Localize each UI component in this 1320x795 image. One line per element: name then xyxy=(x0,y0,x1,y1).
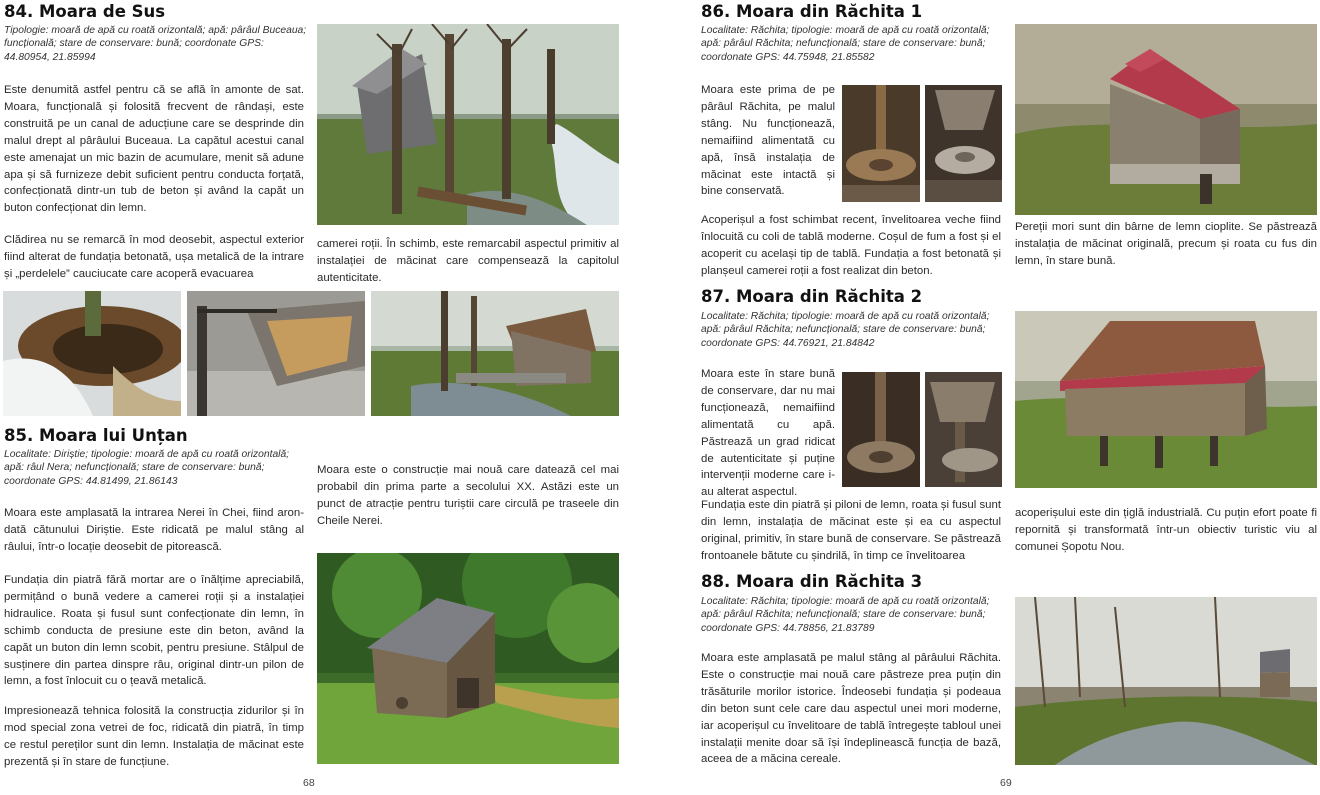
photo-rachita-3-exterior xyxy=(1015,597,1317,765)
section-88-meta: Localitate: Răchita; tipologie: moară de apă cu roată orizontală; apă: pârâul Răchita; nefuncțională; stare de conservare: bună; coordonate GPS: 44.78856, 21.83789 xyxy=(701,596,990,634)
section-86-title: 86. Moara din Răchita 1 xyxy=(701,2,923,21)
section-84-paragraph-1: Este denumită astfel pentru că se află în amonte de sat. Moara, funcțională și folosită frecvent de rândași, este construită pe un canal de aducțiune care se desprinde din malul drept al pârâului Buceaua. La capătul acestui canal este amenajat un mic bazin de acumulare, menit să adune apa și să furnizeze debit suficient pentru conducta forțată, confecționată dintr-un tub de beton și având la capăt un buton confecționat din lemn. xyxy=(4,84,304,215)
photo-moara-lui-untan xyxy=(317,553,619,764)
photo-rachita-1-millstone xyxy=(925,85,1002,202)
section-86-meta: Localitate: Răchita; tipologie: moară de apă cu roată orizontală; apă: pârâul Răchita; nefuncțională; stare de conservare: bună; coordonate GPS: 44.75948, 21.85582 xyxy=(701,25,990,63)
section-87-paragraph-2-continued: acoperișului este din țiglă industrială. Cu puțin efort poate fi repornită și transformată într-un obiectiv turistic viu al comunei Șopotu Nou. xyxy=(1015,507,1317,553)
section-86-photo-caption: Pereții mori sunt din bârne de lemn cioplite. Se păstrează instalația de măcinat originală, precum și roata cu fus din lemn, în stare bună. xyxy=(1015,221,1317,267)
photo-rachita-1-exterior xyxy=(1015,24,1317,215)
page-number-right: 69 xyxy=(1000,777,1012,789)
section-86-paragraph-1: Moara este prima de pe pârâul Răchita, pe malul stâng. Nu funcționează, nemaifiind alimentată cu apă, însă instalația de măcinat este intactă și bine conservată. xyxy=(701,84,835,198)
section-85-paragraph-2: Fundația din piatră fără mortar are o înălțime apreciabilă, permițând o bună vedere a camerei roții și a instalației hidraulice. Roata și fusul sunt confecționate din lemn, în schimb conducta de presiune este din beton, având la capăt un buton din lemn scobit, pentru presiune. Stâlpul de susținere din partea dinspre râu, original dintr-un pilon de lemn, a fost înlocuit cu o țeavă metalică. xyxy=(4,574,304,688)
photo-rachita-2-exterior xyxy=(1015,311,1317,488)
section-84-paragraph-2-continued: camerei roții. În schimb, este remarcabil aspectul primitiv al instalației de măcinat care compensează la capitolul autenticitate. xyxy=(317,238,619,284)
section-84-title: 84. Moara de Sus xyxy=(4,2,166,21)
section-85-meta: Localitate: Diriștie; tipologie: moară de apă cu roată orizontală; apă: râul Nera; nefuncțională; stare de conservare: bună; coordonate GPS: 44.81499, 21.86143 xyxy=(4,449,290,487)
photo-moara-de-sus-grinding-hopper xyxy=(187,291,365,416)
section-85-paragraph-3: Impresionează tehnica folosită la construcția zidurilor și în mod special zona vetrei de foc, ridicată din piatră, în timp ce restul pereților sunt din lemn. Instalația de măcinat este prezentă și în stare de funcțiune. xyxy=(4,705,304,768)
section-84-paragraph-2: Clădirea nu se remarcă în mod deosebit, aspectul exterior fiind alterat de fundația betonată, ușa metalică de la intrare și „perdelele” cauciucate care acoperă evacuarea xyxy=(4,234,304,280)
page-number-left: 68 xyxy=(303,777,315,789)
section-86-paragraph-2: Acoperișul a fost schimbat recent, învelitoarea veche fiind înlocuită cu coli de tablă moderne. Coșul de fum a fost și el acoperit cu același tip de tablă. Fundația a fost betonată și planșeul camerei roții a fost realizat din beton. xyxy=(701,214,1001,277)
section-84-meta: Tipologie: moară de apă cu roată orizontală; apă: pârâul Buceaua; funcțională; stare de conservare: bună; coordonate GPS: 44.80954, 21.85994 xyxy=(4,25,307,63)
photo-moara-de-sus-exterior xyxy=(317,24,619,225)
photo-rachita-1-wheel xyxy=(842,85,920,202)
section-87-title: 87. Moara din Răchita 2 xyxy=(701,287,923,306)
section-87-paragraph-1: Moara este în stare bună de conservare, dar nu mai funcționează, nemaifiind alimentată cu apă. Păstrează un grad ridicat de autenticitate și puține intervenții moderne care i-au alterat aspectul. xyxy=(701,368,835,499)
photo-moara-de-sus-mill-canal xyxy=(371,291,619,416)
section-88-paragraph-1: Moara este amplasată pe malul stâng al pârâului Răchita. Este o construcție mai nouă care păstreze prea puțin din trăsăturile morilor istorice. Îndeosebi fundația și podeaua din beton sunt cele care dau aspectul unei mori moderne, iar acoperișul cu învelitoare de tablă întregește tabloul unei instalații menite doar să își îndeplinească funcția de bază, aceea de a măcina cereale. xyxy=(701,652,1001,766)
photo-moara-de-sus-water-wheel xyxy=(3,291,181,416)
section-87-meta: Localitate: Răchita; tipologie: moară de apă cu roată orizontală; apă: pârâul Răchita; nefuncțională; stare de conservare: bună; coordonate GPS: 44.76921, 21.84842 xyxy=(701,311,990,349)
photo-rachita-2-wheel xyxy=(842,372,920,487)
section-87-paragraph-2: Fundația este din piatră și piloni de lemn, roata și fusul sunt din lemn, instalația de măcinat este și ea cu aspectul original, primitiv, în stare bună de conservare. Se păstrează frontoanele bătute cu șindrilă, în timp ce învelitoarea xyxy=(701,499,1001,562)
section-88-title: 88. Moara din Răchita 3 xyxy=(701,572,923,591)
section-85-right-column-text: Moara este o construcție mai nouă care datează cel mai probabil din prima parte a secolului XX. Astăzi este un punct de atracție pentru turiștii care circulă pe traseele din Cheile Nerei. xyxy=(317,464,619,527)
section-85-title: 85. Moara lui Unțan xyxy=(4,426,188,445)
section-85-paragraph-1: Moara este amplasată la intrarea Nerei în Chei, fiind arondată cătunului Diriștie. Este ridicată pe malul stâng al râului, într-o locație deosebit de pitorească. xyxy=(4,507,304,553)
photo-rachita-2-hopper xyxy=(925,372,1002,487)
